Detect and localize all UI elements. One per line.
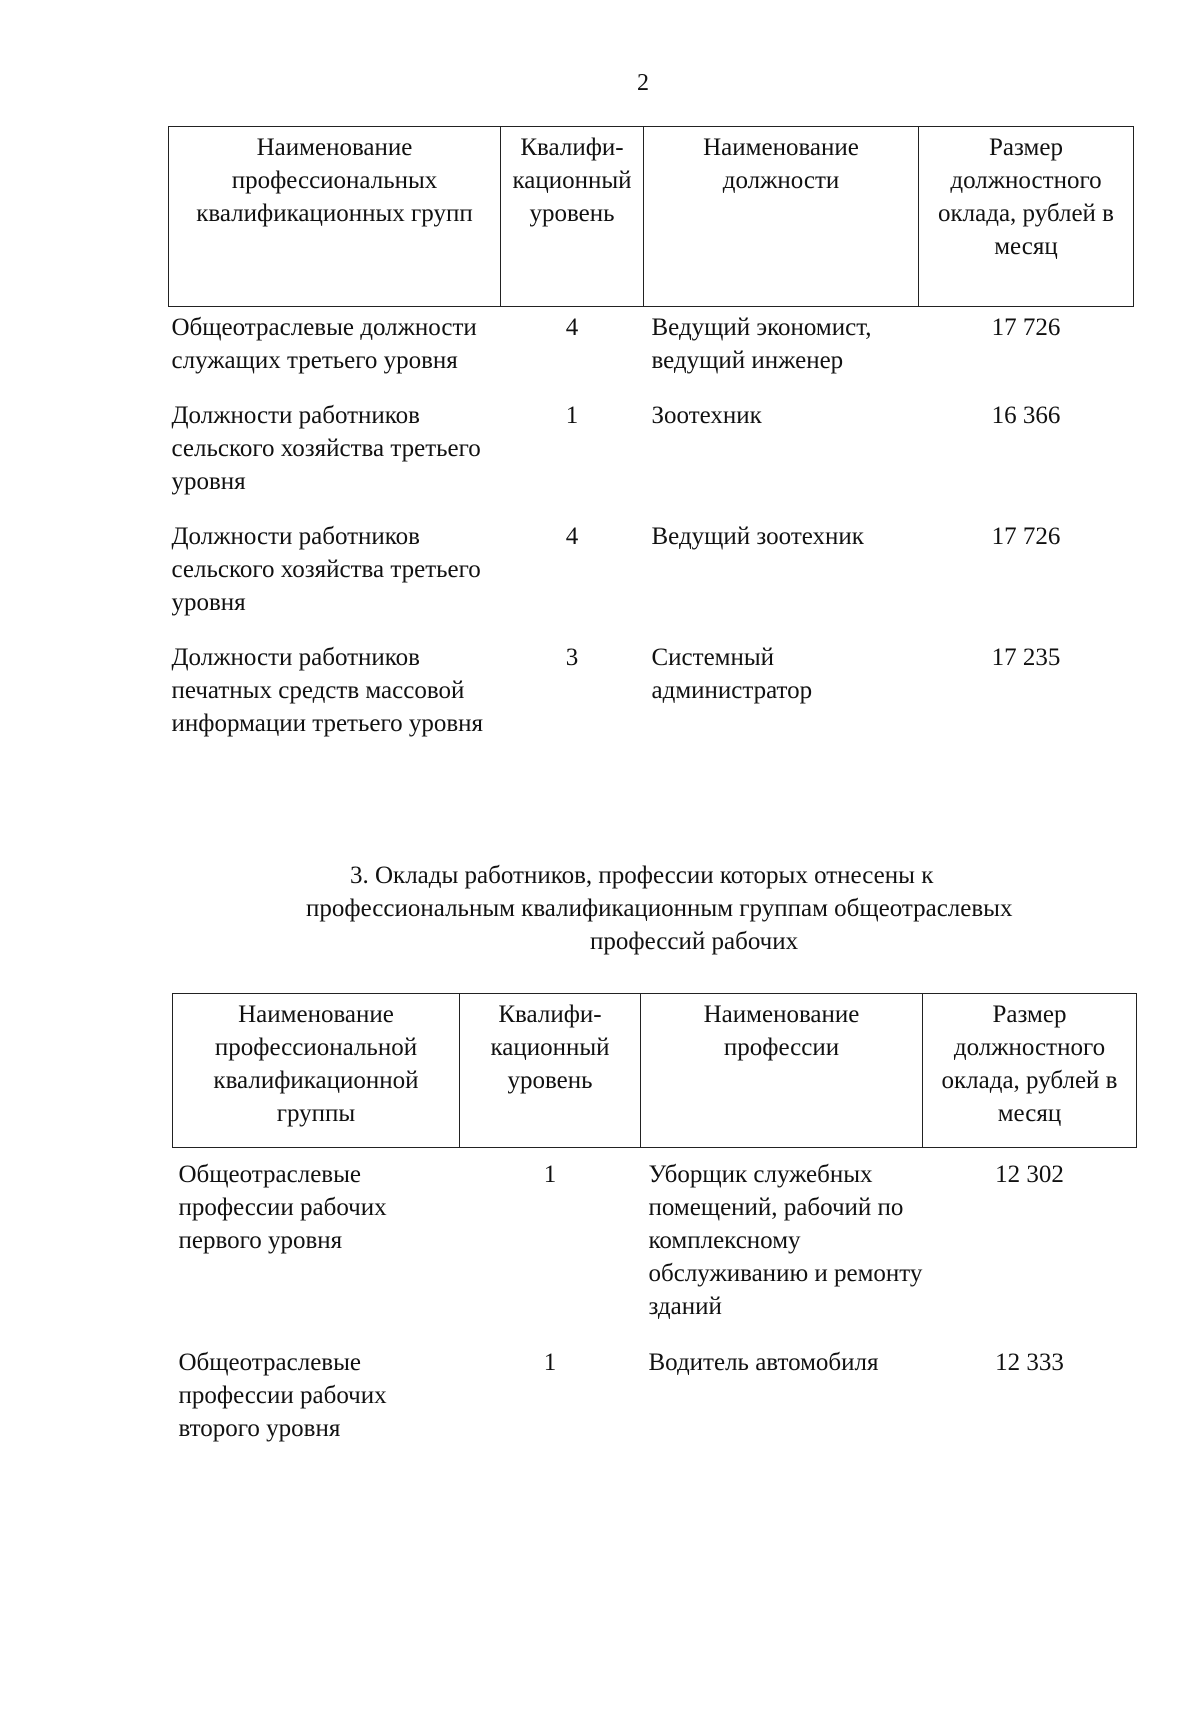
section-heading-line: профессиональным квалификационным группам общеотраслевых	[306, 895, 1013, 922]
level-cell: 4	[565, 314, 579, 341]
table-row	[173, 1346, 1137, 1468]
table-row	[169, 520, 1134, 641]
level-cell: 1	[543, 1161, 557, 1188]
table-row	[169, 399, 1134, 520]
table-header-row	[173, 994, 1137, 1148]
column-header-salary: Размер должностного оклада, рублей в месяц	[923, 994, 1137, 1148]
position-cell: Системный администратор	[651, 644, 813, 704]
column-header-position: Наименование должности	[644, 127, 919, 307]
salary-cell: 12 302	[995, 1161, 1064, 1188]
position-cell: Ведущий зоотехник	[651, 523, 864, 550]
column-header-profession: Наименование профессии	[641, 994, 923, 1148]
salary-cell: 17 726	[991, 314, 1061, 341]
group-cell: Общеотраслевые профессии рабочих второго уровня	[178, 1349, 387, 1442]
level-cell: 1	[543, 1349, 557, 1376]
salary-cell: 16 366	[991, 402, 1061, 429]
salary-cell: 17 726	[991, 523, 1061, 550]
group-cell: Должности работников сельского хозяйства третьего уровня	[171, 523, 481, 616]
group-cell: Общеотраслевые должности служащих третьего уровня	[171, 314, 477, 374]
level-cell: 4	[565, 523, 579, 550]
column-header-level: Квалифи-кационный уровень	[460, 994, 641, 1148]
position-cell: Зоотехник	[651, 402, 762, 429]
salary-cell: 12 333	[995, 1349, 1064, 1376]
column-header-group: Наименование профессиональных квалификационных групп	[169, 127, 501, 307]
group-cell: Должности работников сельского хозяйства третьего уровня	[171, 402, 481, 495]
level-cell: 3	[565, 644, 579, 671]
level-cell: 1	[565, 402, 579, 429]
profession-cell: Водитель автомобиля	[648, 1349, 879, 1376]
salary-cell: 17 235	[991, 644, 1061, 671]
table-row	[169, 641, 1134, 762]
profession-cell: Уборщик служебных помещений, рабочий по комплексному обслуживанию и ремонту зданий	[648, 1161, 923, 1320]
column-header-group: Наименование профессиональной квалификационной группы	[173, 994, 460, 1148]
section-heading-line: 3. Оклады работников, профессии которых отнесены к	[350, 862, 934, 889]
group-cell: Общеотраслевые профессии рабочих первого уровня	[178, 1161, 387, 1254]
position-cell: Ведущий экономист, ведущий инженер	[651, 314, 872, 374]
section-3-heading	[290, 859, 1140, 958]
section-heading-line: профессий рабочих	[590, 928, 799, 955]
table-header-row	[169, 127, 1134, 307]
positions-salary-table	[168, 126, 1134, 762]
table-row	[173, 1148, 1137, 1347]
group-cell: Должности работников печатных средств массовой информации третьего уровня	[171, 644, 484, 737]
professions-salary-table	[172, 993, 1137, 1468]
page-number: 2	[637, 70, 649, 96]
column-header-level: Квалифи-кационный уровень	[501, 127, 644, 307]
table-row	[169, 307, 1134, 400]
column-header-salary: Размер должностного оклада, рублей в месяц	[919, 127, 1134, 307]
